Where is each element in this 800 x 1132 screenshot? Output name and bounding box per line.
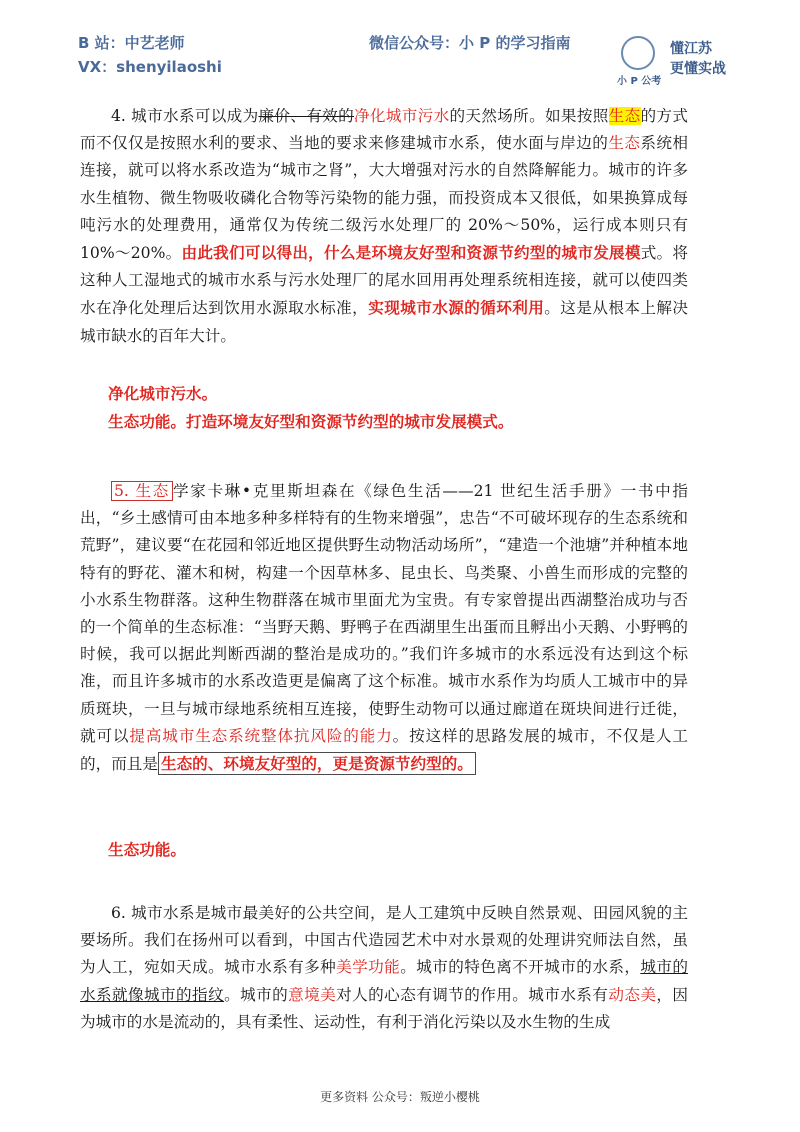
p4-red: 生态 [608,134,641,153]
p4-red: 净化城市污水 [354,107,450,125]
logo-text: 小 P 公考 [617,76,662,87]
p5-boxed-red-bold: 生态的、环境友好型的，更是资源节约型的。 [158,752,476,775]
p4-red-bold: 环境友好型和资源节约型的城市发展模 [371,243,641,263]
p4-text: 式。将这种人工湿地式的城市水系与污水处理厂的尾水回用再处理系统相连接，就可以使四类水在净化处理后达到饮用水源取水标准， [80,244,688,318]
p5-text: 。按这样的思路发展的城市，不仅是人工的，而且是 [80,726,688,774]
p4-red-bold: 实现城市水源的循环利用 [368,298,545,318]
header-wechat: 微信公众号：小 P 的学习指南 [369,34,571,52]
p6-text: ，因为城市的水是流动的，具有柔性、运动性，有利于消化污染以及水生物的生成 [80,985,688,1031]
header-vx: VX：shenyilaoshi [78,58,222,76]
p4-strike: 廉价、有效的 [258,107,354,125]
p6-underline: 城市的水系就像城市的指纹 [80,958,688,1004]
slogan-line1: 懂江苏 [670,41,712,57]
p6-text: 。城市的 [224,985,289,1004]
p4-text: 。这是从根本上解决城市缺水的百年大计。 [80,299,688,345]
p4-text: 4. 城市水系可以成为 [111,107,259,125]
p6-text: 对人的心态有调节的作用。城市水系有 [336,985,609,1004]
header-bilibili: B 站：中艺老师 [78,34,185,52]
p6-red: 美学功能 [336,958,401,977]
logo [617,36,661,88]
p5-text: 学家卡琳•克里斯坦森在《绿色生活——21 世纪生活手册》一书中指出，“乡土感情可由本地多种多样特有的生物来增强”，忠告“不可破坏现存的生态系统和荒野”，建议要“在花园和邻近地区提供野生动物活动场所”，“建造一个池塘”并种植本地特有的野花、灌木和树，构建一个因草林多、昆虫长、鸟类聚、小兽生而形成的完整的小水系生物群落。这种生物群落在城市里面尤为宝贵。有专家曾提出西湖整治成功与否的一个简单的生态标准：“当野天鹅、野鸭子在西湖里生出蛋而且孵出小天鹅、小野鸭的时候，我可以据此判断西湖的整治是成功的。”我们许多城市的水系远没有达到这个标准，而且许多城市的水系改造更是偏离了这个标准。城市水系作为均质人工城市中的异质斑块，一旦与城市绿地系统相互连接，使野生动物可以通过廊道在斑块间进行迁徙，就可以 [80,482,689,745]
answer-note-3-text: 生态功能。 [108,840,186,859]
p5-boxed-label: 5. 生态 [111,481,173,501]
paragraph-6 [80,900,688,1036]
p6-red: 动态美 [608,985,657,1004]
p4-red-bold: 由此我们可以得出，什么是 [181,243,372,263]
logo-circle-icon [621,36,655,70]
p4-highlight: 生态 [608,107,641,125]
slogan-line2: 更懂实战 [670,61,726,77]
p6-red: 意境美 [288,985,337,1004]
answer-note-1: 净化城市污水。 [108,384,218,403]
paragraph-5 [80,478,688,778]
p4-text: 的方式而不仅仅是按照水利的要求、当地的要求来修建城市水系，使水面与岸边的 [80,107,688,153]
answer-note-2: 生态功能。打造环境友好型和资源节约型的城市发展模式。 [108,412,514,431]
paragraph-4 [80,103,688,350]
p6-text: 6. 城市水系是城市最美好的公共空间，是人工建筑中反映自然景观、田园风貌的主要场所。我们在扬州可以看到，中国古代造园艺术中对水景观的处理讲究师法自然，虽为人工，宛如天成。城市水系有多种 [80,904,688,977]
footer: 更多资料 公众号：叛逆小樱桃 [320,1090,480,1104]
answer-note-3 [108,838,186,860]
p5-red: 提高城市生态系统整体抗风险的能力 [129,726,393,745]
p4-text: 系统相连接，就可以将水系改造为“城市之肾”，大大增强对污水的自然降解能力。城市的许多水生植物、微生物吸收磷化合物等污染物的能力强，而投资成本又很低，如果换算成每吨污水的处理费用，通常仅为传统二级污水处理厂的 20%～50%，运行成本则只有 10%～20%。 [80,134,688,263]
p6-text: 。城市的特色离不开城市的水系， [400,958,641,977]
p4-text: 的天然场所。如果按照 [449,107,609,125]
